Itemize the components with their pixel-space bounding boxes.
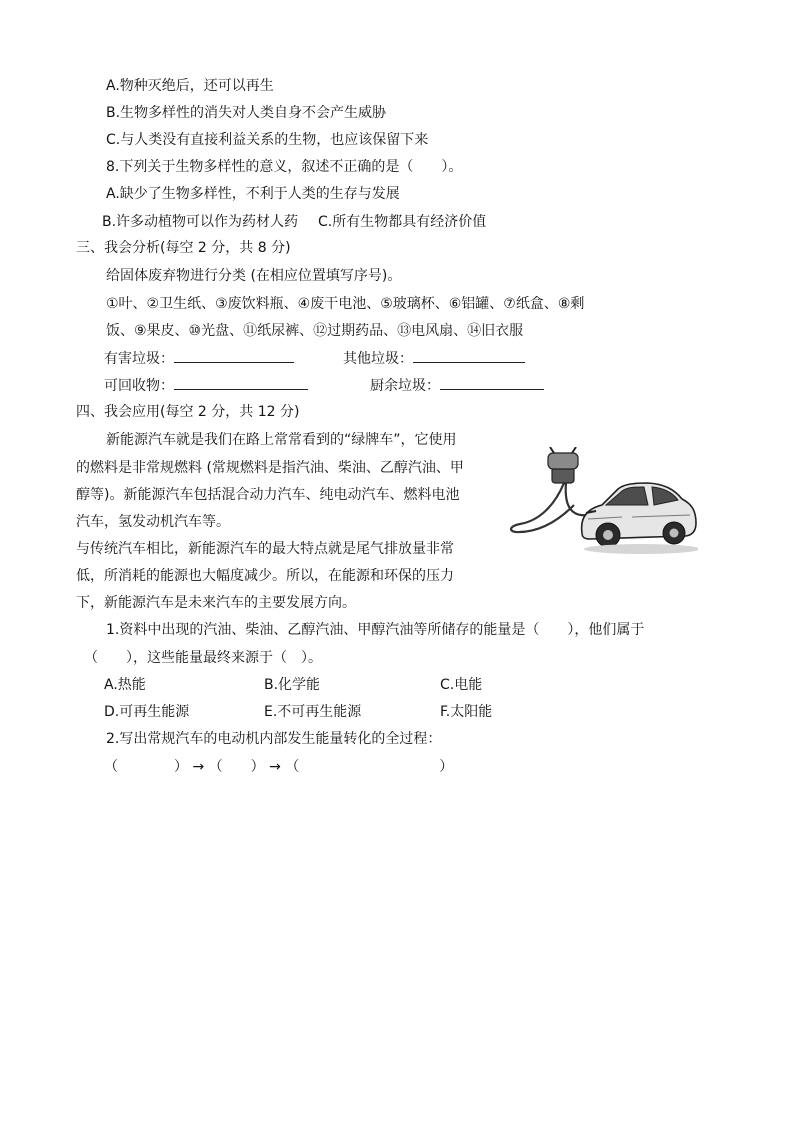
harmful-waste-label: 有害垃圾： (104, 351, 174, 367)
section3-heading: 三、我会分析(每空 2 分，共 8 分) (76, 240, 291, 256)
charging-plug-icon (548, 447, 578, 483)
q8-option-c: C.所有生物都具有经济价值 (318, 214, 487, 230)
q1-stem-line2: （ ），这些能量最终来源于（ ）。 (84, 650, 322, 666)
passage-line1: 新能源汽车就是我们在路上常常看到的“绿牌车”，它使用 (106, 432, 457, 448)
energy-blank-3[interactable]: （ ） (285, 759, 454, 775)
option-c: C.电能 (440, 677, 483, 693)
recyclable-row (104, 375, 308, 396)
q1-stem-line1: 1.资料中出现的汽油、柴油、乙醇汽油、甲醇汽油等所储存的能量是（ ），他们属于 (106, 622, 645, 638)
q8-option-a: A.缺少了生物多样性，不利于人类的生存与发展 (106, 186, 400, 202)
q8-option-b: B.许多动植物可以作为药材人药 (102, 214, 299, 230)
passage-line6: 低，所消耗的能源也大幅度减少。所以，在能源和环保的压力 (76, 568, 454, 584)
kitchen-waste-label: 厨余垃圾： (370, 378, 440, 394)
energy-chain (104, 757, 453, 777)
option-e: E.不可再生能源 (264, 704, 362, 720)
passage-line3: 醇等)。新能源汽车包括混合动力汽车、纯电动汽车、燃料电池 (76, 487, 460, 503)
option-f: F.太阳能 (440, 704, 493, 720)
passage-line7: 下，新能源汽车是未来汽车的主要发展方向。 (76, 595, 356, 611)
kitchen-waste-row (370, 375, 544, 396)
option-d: D.可再生能源 (104, 704, 190, 720)
other-waste-label: 其他垃圾： (343, 351, 413, 367)
harmful-waste-blank[interactable] (174, 348, 294, 363)
q7-option-a: A.物种灭绝后，还可以再生 (106, 78, 274, 94)
arrow-2: → (269, 759, 281, 775)
kitchen-waste-blank[interactable] (440, 375, 544, 390)
arrow-1: → (192, 759, 205, 775)
waste-items-line2: 饭、⑨果皮、⑩光盘、⑪纸尿裤、⑫过期药品、⑬电风扇、⑭旧衣服 (106, 323, 524, 339)
q7-option-b: B.生物多样性的消失对人类自身不会产生威胁 (106, 105, 387, 121)
section4-heading: 四、我会应用(每空 2 分，共 12 分) (76, 404, 300, 420)
q7-option-c: C.与人类没有直接利益关系的生物，也应该保留下来 (106, 132, 429, 148)
section3-instruction: 给固体废弃物进行分类 (在相应位置填写序号)。 (106, 268, 402, 284)
passage-line2: 的燃料是非常规燃料 (常规燃料是指汽油、柴油、乙醇汽油、甲 (76, 460, 464, 476)
other-waste-row (343, 348, 525, 369)
harmful-waste-row (104, 348, 294, 369)
recyclable-blank[interactable] (174, 375, 308, 390)
energy-blank-2[interactable]: （ ） (208, 759, 265, 775)
q2-stem: 2.写出常规汽车的电动机内部发生能量转化的全过程： (106, 731, 442, 747)
passage-line4: 汽车，氢发动机汽车等。 (76, 514, 230, 530)
option-b: B.化学能 (264, 677, 321, 693)
option-a: A.热能 (104, 677, 146, 693)
energy-blank-1[interactable]: （ ） (104, 759, 188, 775)
passage-line5: 与传统汽车相比，新能源汽车的最大特点就是尾气排放量非常 (76, 541, 454, 557)
q8-stem: 8.下列关于生物多样性的意义，叙述不正确的是（ ）。 (106, 159, 463, 175)
electric-car-charging-illustration (502, 447, 698, 559)
waste-items-line1: ①叶、②卫生纸、③废饮料瓶、④废干电池、⑤玻璃杯、⑥铝罐、⑦纸盒、⑧剩 (106, 296, 585, 312)
recyclable-label: 可回收物： (104, 378, 174, 394)
car-icon (582, 483, 696, 547)
other-waste-blank[interactable] (413, 348, 525, 363)
